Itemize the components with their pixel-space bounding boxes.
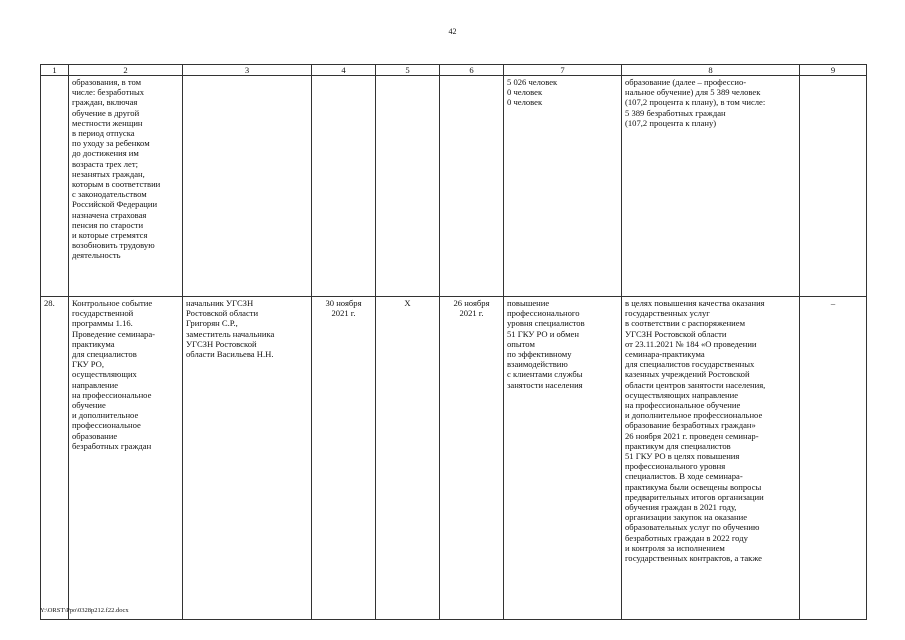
cell-text-line: нальное обучение) для 5 389 человек	[625, 87, 761, 98]
cell-text-line: обучения граждан в 2021 году,	[625, 502, 737, 513]
responsible-cell	[183, 76, 312, 297]
cell-text-line: Российской Федерации	[72, 199, 158, 210]
cell-text-line: для специалистов государственных	[625, 359, 755, 370]
cell-text-line: и дополнительное	[72, 410, 139, 421]
cell-text-line: на профессиональное	[72, 389, 152, 400]
cell-text-line: уровня специалистов	[507, 318, 585, 329]
cell-text-line: государственной	[72, 308, 134, 319]
table-header-row	[41, 65, 867, 76]
forecast-date-cell	[376, 76, 440, 297]
cell-text-line: 30 ноября	[325, 298, 362, 308]
cell-text-line: предварительных итогов организации	[625, 491, 764, 502]
cell-text-line: профессионального уровня	[625, 461, 726, 472]
cell-text-line: опытом	[507, 338, 535, 349]
cell-text-line: практикум для специалистов	[625, 440, 731, 451]
note-cell	[800, 76, 867, 297]
header-cell: 3	[183, 65, 312, 76]
table-row	[41, 297, 867, 620]
cell-text-line: заместитель начальника	[186, 328, 275, 339]
cell-text-line: пенсия по старости	[72, 219, 144, 230]
event-description-cell	[69, 297, 183, 620]
cell-text-line: 26 ноября	[453, 298, 490, 308]
cell-text-line: и дополнительное профессиональное	[625, 410, 763, 421]
report-table	[40, 64, 867, 620]
header-cell: 9	[800, 65, 867, 76]
cell-text-line: профессионального	[507, 308, 580, 319]
cell-text-line: в целях повышения качества оказания	[625, 298, 765, 308]
actual-result-cell	[622, 76, 800, 297]
header-cell: 8	[622, 65, 800, 76]
cell-text-line: для специалистов	[72, 349, 137, 360]
cell-text-line: начальник УГСЗН	[186, 298, 254, 308]
cell-text-line: обучение	[72, 400, 106, 411]
cell-text-line: 2021 г.	[331, 308, 356, 319]
cell-text-line: казенных учреждений Ростовской	[625, 369, 750, 380]
event-description-cell	[69, 76, 183, 297]
forecast-date-cell	[376, 297, 440, 620]
header-cell: 4	[312, 65, 376, 76]
cell-text-line: практикума	[72, 338, 115, 349]
cell-text-line: специалистов. В ходе семинара-	[625, 471, 743, 482]
expected-result-cell	[504, 297, 622, 620]
cell-text-line: которым в соответствии	[72, 179, 161, 190]
cell-text-line: области Васильева Н.Н.	[186, 349, 274, 360]
actual-date-cell	[440, 297, 504, 620]
cell-text-line: в соответствии с распоряжением	[625, 318, 746, 329]
cell-text-line: 51 ГКУ РО и обмен	[507, 328, 579, 339]
cell-text-line: X	[404, 298, 411, 308]
cell-text-line: на профессиональное обучение	[625, 400, 741, 411]
cell-text-line: Ростовской области	[186, 308, 259, 319]
cell-text-line: государственных контрактов, а также	[625, 553, 762, 564]
cell-text-line: назначена страховая	[72, 209, 147, 220]
cell-text-line: УГСЗН Ростовской	[186, 338, 257, 349]
cell-text-line: незанятых граждан,	[72, 168, 145, 179]
cell-text-line: программы 1.16.	[72, 318, 133, 329]
cell-text-line: организации закупок на оказание	[625, 512, 748, 523]
cell-text-line: 0 человек	[507, 87, 543, 98]
cell-text-line: профессиональное	[72, 420, 141, 431]
cell-text-line: в период отпуска	[72, 128, 135, 139]
cell-text-line: образовательных услуг по обучению	[625, 522, 760, 533]
cell-text-line: числе: безработных	[72, 87, 145, 98]
table-row	[41, 76, 867, 297]
cell-text-line: (107,2 процента к плану), в том числе:	[625, 97, 766, 108]
cell-text-line: возраста трех лет;	[72, 158, 138, 169]
cell-text-line: направление	[72, 379, 119, 390]
cell-text-line: образования, в том	[72, 77, 142, 87]
cell-text-line: безработных граждан	[72, 440, 152, 451]
cell-text-line: Контрольное событие	[72, 298, 153, 308]
cell-text-line: –	[830, 298, 836, 308]
cell-text-line: местности женщин	[72, 117, 143, 128]
header-cell: 1	[41, 65, 69, 76]
cell-text-line: 5 026 человек	[507, 77, 558, 87]
cell-text-line: по уходу за ребенком	[72, 138, 150, 149]
actual-date-cell	[440, 76, 504, 297]
header-cell: 6	[440, 65, 504, 76]
cell-text-line: 0 человек	[507, 97, 543, 108]
cell-text-line: безработных граждан в 2022 году	[625, 532, 748, 543]
header-cell: 2	[69, 65, 183, 76]
planned-date-cell	[312, 76, 376, 297]
cell-text-line: Проведение семинара-	[72, 328, 156, 339]
cell-text-line: обучение в другой	[72, 107, 140, 118]
cell-text-line: деятельность	[72, 250, 121, 261]
cell-text-line: повышение	[507, 298, 550, 308]
cell-text-line: государственных услуг	[625, 308, 710, 319]
actual-result-cell	[622, 297, 800, 620]
cell-text-line: взаимодействию	[507, 359, 568, 370]
cell-text-line: практикума были освещены вопросы	[625, 481, 762, 492]
cell-text-line: 5 389 безработных граждан	[625, 107, 726, 118]
cell-text-line: и контроля за исполнением	[625, 542, 725, 553]
cell-text-line: 2021 г.	[459, 308, 484, 319]
cell-text-line: образование безработных граждан»	[625, 420, 756, 431]
note-cell	[800, 297, 867, 620]
cell-text-line: семинара-практикума	[625, 349, 705, 360]
row-number-cell	[41, 76, 69, 297]
cell-text-line: граждан, включая	[72, 97, 138, 108]
row-number-cell: 28.	[41, 297, 69, 620]
planned-date-cell	[312, 297, 376, 620]
cell-text-line: возобновить трудовую	[72, 240, 155, 251]
responsible-cell	[183, 297, 312, 620]
cell-text-line: осуществляющих направление	[625, 389, 739, 400]
cell-text-line: до достижения им	[72, 148, 139, 159]
cell-text-line: от 23.11.2021 № 184 «О проведении	[625, 338, 757, 349]
cell-text-line: 26 ноября 2021 г. проведен семинар-	[625, 430, 759, 441]
cell-text-line: образование	[72, 430, 118, 441]
cell-text-line: осуществляющих	[72, 369, 137, 380]
cell-text-line: по эффективному	[507, 349, 572, 360]
header-cell: 5	[376, 65, 440, 76]
cell-text-line: и которые стремятся	[72, 230, 148, 241]
file-path-footer: Y:\ORST\Ppo\0328p212.f22.docx	[40, 607, 129, 614]
cell-text-line: области центров занятости населения,	[625, 379, 766, 390]
cell-text-line: Григорян С.Р.,	[186, 318, 238, 329]
cell-text-line: занятости населения	[507, 379, 583, 390]
cell-text-line: ГКУ РО,	[72, 359, 104, 370]
page-number: 42	[448, 27, 457, 36]
expected-result-cell	[504, 76, 622, 297]
cell-text-line: с законодательством	[72, 189, 147, 200]
header-cell: 7	[504, 65, 622, 76]
cell-text-line: образование (далее – профессио-	[625, 77, 747, 87]
cell-text-line: с клиентами службы	[507, 369, 583, 380]
cell-text-line: УГСЗН Ростовской области	[625, 328, 727, 339]
cell-text-line: 51 ГКУ РО в целях повышения	[625, 451, 740, 462]
cell-text-line: (107,2 процента к плану)	[625, 117, 717, 128]
